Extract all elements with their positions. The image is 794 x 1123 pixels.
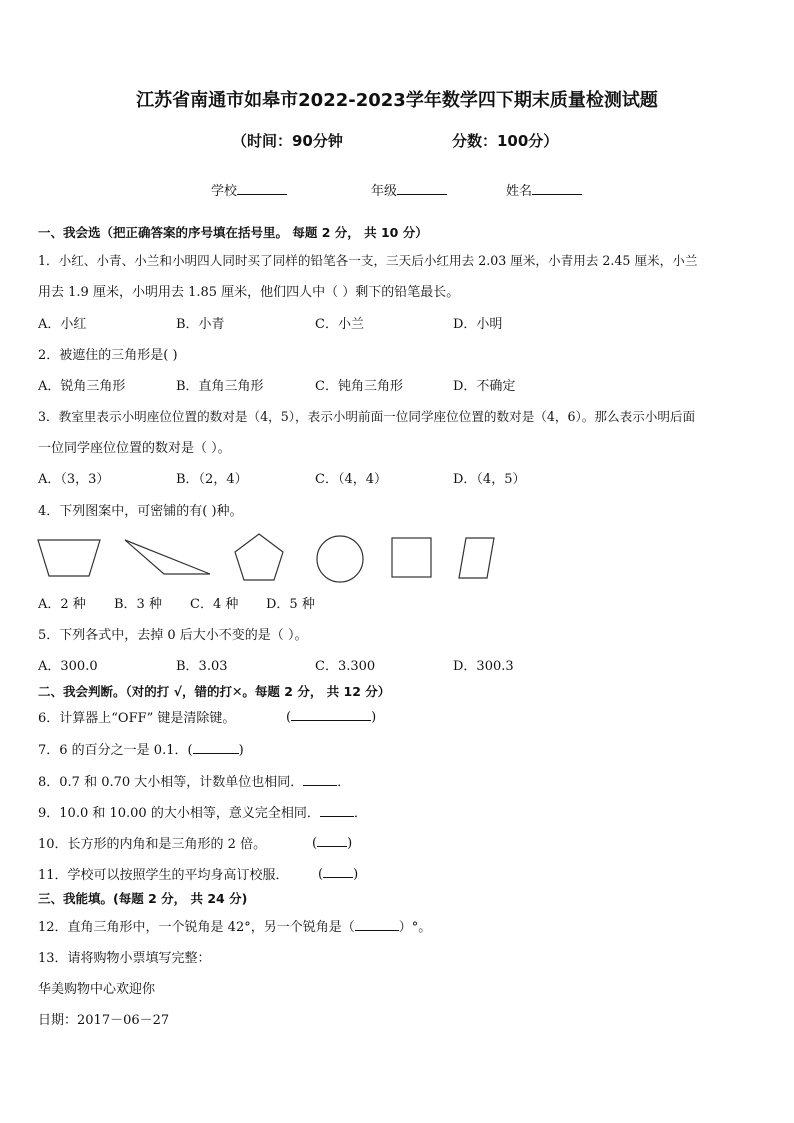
q3-option-b[interactable]: B．（2，4） bbox=[176, 472, 248, 487]
q1-option-d[interactable]: D．小明 bbox=[453, 317, 503, 332]
school-blank[interactable] bbox=[237, 181, 287, 195]
name-field bbox=[506, 180, 582, 199]
q3-line2: 一位同学座位位置的数对是（ ）。 bbox=[38, 441, 231, 456]
school-field bbox=[211, 180, 287, 199]
square-icon bbox=[392, 538, 431, 577]
q4-text: 4．下列图案中，可密铺的有( )种。 bbox=[38, 504, 243, 519]
q12-suffix: ）°。 bbox=[398, 920, 432, 935]
q10-blank[interactable] bbox=[317, 833, 347, 847]
grade-label: 年级 bbox=[371, 184, 398, 199]
exam-score: 分数：100分） bbox=[452, 132, 559, 150]
q7-line: 7．6 的百分之一是 0.1．( ) bbox=[38, 739, 244, 758]
q11-blank[interactable] bbox=[323, 864, 353, 878]
receipt-shop-name: 华美购物中心欢迎你 bbox=[38, 982, 156, 997]
receipt-date: 日期：2017－06－27 bbox=[38, 1013, 170, 1028]
q2-option-b[interactable]: B．直角三角形 bbox=[176, 379, 264, 394]
section-3-heading: 三、我能填。(每题 2 分， 共 24 分) bbox=[38, 891, 248, 906]
q3-option-d[interactable]: D．（4，5） bbox=[453, 472, 526, 487]
name-label: 姓名 bbox=[506, 184, 533, 199]
grade-blank[interactable] bbox=[397, 181, 447, 195]
q12-blank[interactable] bbox=[355, 917, 399, 931]
q10-answer: ( ) bbox=[312, 833, 352, 851]
q1-line2: 用去 1.9 厘米，小明用去 1.85 厘米，他们四人中（ ）剩下的铅笔最长。 bbox=[38, 285, 460, 300]
trapezoid-icon bbox=[38, 540, 100, 576]
circle-icon bbox=[317, 536, 363, 582]
q7-text: 7．6 的百分之一是 0.1．( bbox=[38, 743, 193, 758]
q9-blank[interactable] bbox=[320, 803, 354, 817]
q7-blank[interactable] bbox=[193, 740, 239, 754]
q3-option-a[interactable]: A．（3，3） bbox=[38, 472, 110, 487]
q2-option-d[interactable]: D．不确定 bbox=[453, 379, 516, 394]
q1-option-b[interactable]: B．小青 bbox=[176, 317, 225, 332]
q4-option-b[interactable]: B．3 种 bbox=[114, 597, 162, 612]
school-label: 学校 bbox=[211, 184, 238, 199]
q8-blank[interactable] bbox=[303, 772, 337, 786]
exam-time: （时间：90分钟 bbox=[232, 132, 343, 150]
name-blank[interactable] bbox=[532, 181, 582, 195]
triangle-icon bbox=[125, 540, 210, 574]
q3-line1: 3．教室里表示小明座位位置的数对是（4，5），表示小明前面一位同学座位位置的数对是（4，6）。那么表示小明后面 bbox=[38, 409, 696, 424]
q2-text: 2．被遮住的三角形是( ) bbox=[38, 348, 178, 363]
q11-answer: ( ) bbox=[318, 864, 358, 882]
q9-text: 9．10.0 和 10.00 的大小相等，意义完全相同． bbox=[38, 806, 320, 821]
q12-text: 12．直角三角形中，一个锐角是 42°，另一个锐角是（ bbox=[38, 920, 355, 935]
q9-line: 9．10.0 和 10.00 的大小相等，意义完全相同． ． bbox=[38, 802, 367, 821]
q6-answer: ( ) bbox=[286, 707, 376, 725]
q5-option-c[interactable]: C．3.300 bbox=[315, 659, 376, 674]
grade-field bbox=[371, 180, 447, 199]
q8-text: 8．0.7 和 0.70 大小相等，计数单位也相同． bbox=[38, 775, 304, 790]
q6-text: 6．计算器上“OFF” 键是清除键。 bbox=[38, 711, 236, 726]
q2-option-a[interactable]: A．锐角三角形 bbox=[38, 379, 126, 394]
q11-text: 11．学校可以按照学生的平均身高订校服． bbox=[38, 868, 289, 883]
pentagon-icon bbox=[235, 534, 283, 580]
section-2-heading: 二、我会判断。（对的打 √，错的打✕。每题 2 分， 共 12 分） bbox=[38, 684, 391, 699]
section-1-heading: 一、我会选（把正确答案的序号填在括号里。 每题 2 分， 共 10 分） bbox=[38, 225, 428, 240]
q8-line: 8．0.7 和 0.70 大小相等，计数单位也相同． ． bbox=[38, 771, 350, 790]
q12-line bbox=[38, 916, 431, 935]
q10-text: 10．长方形的内角和是三角形的 2 倍。 bbox=[38, 837, 267, 852]
q4-shapes-figure bbox=[34, 530, 504, 586]
q1-line1: 1．小红、小青、小兰和小明四人同时买了同样的铅笔各一支，三天后小红用去 2.03 厘米，小青用去 2.45 厘米，小兰 bbox=[38, 253, 698, 268]
q13-text: 13．请将购物小票填写完整： bbox=[38, 951, 211, 966]
q3-option-c[interactable]: C．（4，4） bbox=[315, 472, 387, 487]
q5-option-a[interactable]: A．300.0 bbox=[38, 659, 98, 674]
q1-option-a[interactable]: A．小红 bbox=[38, 317, 87, 332]
q6-blank[interactable] bbox=[291, 707, 371, 721]
q4-option-d[interactable]: D．5 种 bbox=[266, 597, 315, 612]
q5-option-b[interactable]: B．3.03 bbox=[176, 659, 228, 674]
q5-option-d[interactable]: D．300.3 bbox=[453, 659, 514, 674]
q1-option-c[interactable]: C．小兰 bbox=[315, 317, 364, 332]
q2-option-c[interactable]: C．钝角三角形 bbox=[315, 379, 403, 394]
q5-text: 5．下列各式中，去掉 0 后大小不变的是（ ）。 bbox=[38, 628, 308, 643]
q4-option-a[interactable]: A．2 种 bbox=[38, 597, 86, 612]
q4-option-c[interactable]: C．4 种 bbox=[190, 597, 239, 612]
parallelogram-icon bbox=[459, 538, 494, 578]
page-title: 江苏省南通市如皋市2022-2023学年数学四下期末质量检测试题 bbox=[136, 90, 658, 111]
